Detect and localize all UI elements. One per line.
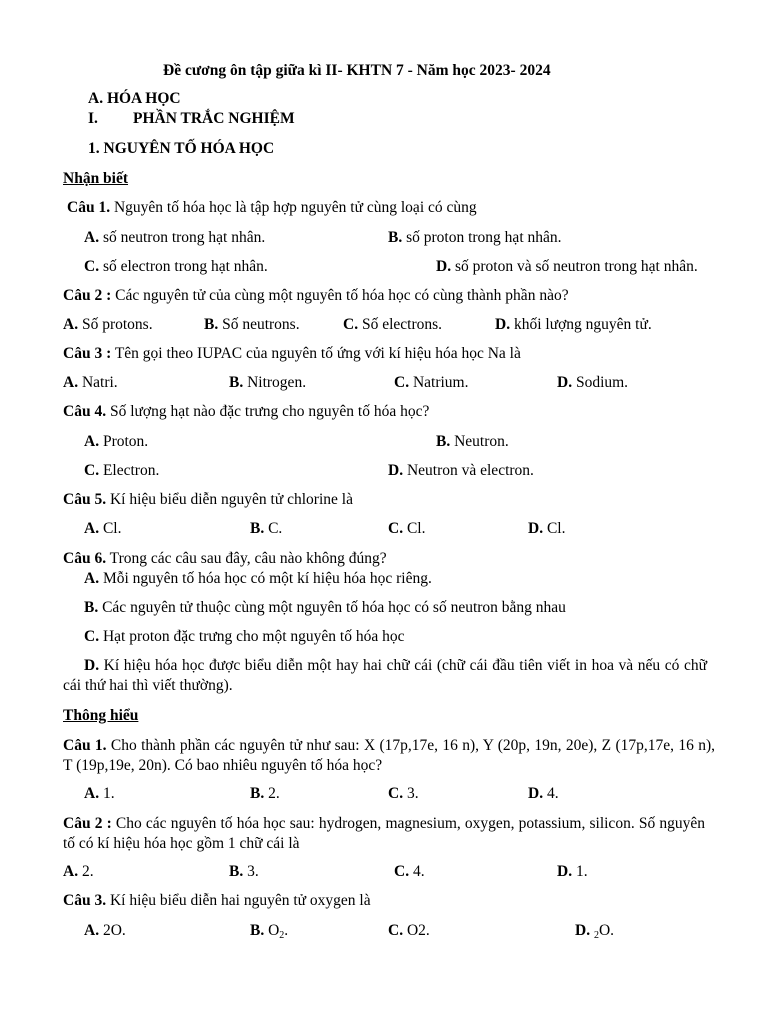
answer-option [343,315,442,335]
part-title: PHẦN TRẮC NGHIỆM [133,110,295,127]
question-label: Câu 4. [63,403,107,420]
option-text: O [264,922,280,939]
option-text: 4. [543,785,559,802]
question-nb-4 [63,402,429,422]
option-letter: B. [388,229,403,246]
option-letter: C. [394,863,410,880]
question-label: Câu 2 : [63,287,112,304]
option-letter: A. [84,785,100,802]
option-letter: C. [394,374,410,391]
answer-option [204,315,300,335]
option-text: Nitrogen. [243,374,307,391]
answer-option [84,921,126,941]
question-text: Số lượng hạt nào đặc trưng cho nguyên tố hóa học? [106,403,430,420]
answer-option [84,784,115,804]
option-letter: C. [343,316,359,333]
option-letter: B. [204,316,219,333]
question-label: Câu 1. [63,737,107,754]
option-letter: C. [388,520,404,537]
answer-option [63,315,153,335]
option-text: O2. [403,922,430,939]
answer-option [63,656,707,696]
option-text: Số protons. [78,316,153,333]
question-text: Cho các nguyên tố hóa học sau: hydrogen, magnesium, oxygen, potassium, silicon. Số nguyên tố có kí hiệu hóa học gồm 1 chữ cái là [63,815,705,852]
question-nb-1 [67,198,477,218]
option-text: 2. [264,785,280,802]
option-text: số proton trong hạt nhân. [402,229,562,246]
level-heading-comprehension: Thông hiểu [63,707,139,724]
option-letter: D. [528,785,544,802]
question-text: Tên gọi theo IUPAC của nguyên tố ứng với kí hiệu hóa học Na là [111,345,521,362]
option-text: số neutron trong hạt nhân. [99,229,266,246]
option-text-end: O. [598,922,615,939]
part-number: I. [88,110,98,127]
option-text: Mỗi nguyên tố hóa học có một kí hiệu hóa học riêng. [99,570,432,587]
answer-option [495,315,652,335]
answer-option [528,784,559,804]
option-letter: B. [250,520,265,537]
option-letter: A. [84,433,100,450]
option-text: Proton. [99,433,149,450]
question-th-1 [63,736,715,776]
option-text: Cl. [99,520,122,537]
option-text: Natri. [78,374,118,391]
answer-option [557,373,628,393]
question-label: Câu 1. [67,199,111,216]
question-text: Kí hiệu biểu diễn hai nguyên tử oxygen là [106,892,371,909]
answer-option [388,228,562,248]
answer-option [436,257,698,277]
option-letter: A. [63,316,79,333]
question-label: Câu 6. [63,550,107,567]
question-nb-6 [63,549,387,569]
option-letter: D. [557,374,573,391]
option-letter: A. [84,229,100,246]
option-letter: A. [63,863,79,880]
option-letter: C. [388,922,404,939]
answer-option [84,228,265,248]
option-text: Cl. [403,520,426,537]
option-letter: C. [388,785,404,802]
topic-heading: 1. NGUYÊN TỐ HÓA HỌC [88,140,275,157]
option-text-end: . [284,922,289,939]
option-text: 2. [78,863,94,880]
option-text: Neutron và electron. [403,462,534,479]
subscript: 2 [593,930,599,941]
question-label: Câu 2 : [63,815,112,832]
subscript: 2 [279,930,285,941]
option-text: 1. [99,785,115,802]
answer-option [229,862,259,882]
question-nb-3 [63,344,521,364]
option-text: Sodium. [572,374,629,391]
option-letter: B. [250,922,265,939]
section-heading-chemistry: A. HÓA HỌC [88,90,181,107]
answer-option [394,373,468,393]
answer-option [388,784,419,804]
option-text: Cl. [543,520,566,537]
option-text: số proton và số neutron trong hạt nhân. [451,258,698,275]
answer-option [250,519,282,539]
answer-option [84,627,405,647]
answer-option [63,862,94,882]
answer-option [388,519,425,539]
question-text: Các nguyên tử của cùng một nguyên tố hóa học có cùng thành phần nào? [111,287,569,304]
option-letter: B. [84,599,99,616]
option-text: 2O. [99,922,126,939]
option-letter: C. [84,462,100,479]
option-letter: D. [84,657,100,674]
answer-option [84,461,159,481]
question-nb-2 [63,286,569,306]
answer-option [388,921,430,941]
option-text: 1. [572,863,588,880]
option-letter: D. [557,863,573,880]
question-nb-5 [63,490,353,510]
answer-option [436,432,509,452]
answer-option [394,862,425,882]
answer-option [63,373,118,393]
option-text: Số electrons. [358,316,443,333]
answer-option [84,432,148,452]
option-letter: C. [84,628,100,645]
question-th-2 [63,814,705,854]
option-text: 3. [403,785,419,802]
answer-option [575,921,614,941]
answer-option [557,862,588,882]
answer-option [84,519,121,539]
answer-option [250,784,280,804]
option-letter: A. [63,374,79,391]
option-text: Natrium. [409,374,469,391]
option-text: 4. [409,863,425,880]
option-letter: C. [84,258,100,275]
option-text: số electron trong hạt nhân. [99,258,268,275]
option-letter: B. [229,374,244,391]
option-text: 3. [243,863,259,880]
option-letter: D. [436,258,452,275]
answer-option [84,257,268,277]
option-letter: A. [84,520,100,537]
option-text: Số neutrons. [218,316,300,333]
question-label: Câu 5. [63,491,107,508]
option-letter: B. [250,785,265,802]
level-heading-recognition: Nhận biết [63,170,129,187]
option-letter: D. [528,520,544,537]
answer-option [84,598,566,618]
option-text: C. [264,520,283,537]
option-letter: D. [388,462,404,479]
option-letter: D. [495,316,511,333]
question-text: Cho thành phần các nguyên tử như sau: X (17p,17e, 16 n), Y (20p, 19n, 20e), Z (17p,17e, 16 n), T (19p,19e, 20n). Có bao nhiêu nguyên tố hóa học? [63,737,715,774]
option-letter: B. [436,433,451,450]
option-letter: A. [84,922,100,939]
question-text: Kí hiệu biểu diễn nguyên tử chlorine là [106,491,353,508]
option-letter: D. [575,922,591,939]
option-text: Hạt proton đặc trưng cho một nguyên tố hóa học [99,628,405,645]
answer-option [229,373,306,393]
question-text: Nguyên tố hóa học là tập hợp nguyên tử cùng loại có cùng [110,199,477,216]
option-text: Electron. [99,462,160,479]
question-label: Câu 3 : [63,345,112,362]
option-letter: B. [229,863,244,880]
option-text: Neutron. [450,433,509,450]
option-text: Kí hiệu hóa học được biểu diễn một hay hai chữ cái (chữ cái đầu tiên viết in hoa và nếu có chữ cái thứ hai thì viết thường). [63,657,707,694]
option-text: Các nguyên tử thuộc cùng một nguyên tố hóa học có số neutron bằng nhau [98,599,566,616]
document-title: Đề cương ôn tập giữa kì II- KHTN 7 - Năm học 2023- 2024 [163,62,551,79]
answer-option [84,569,432,589]
question-th-3 [63,891,371,911]
question-text: Trong các câu sau đây, câu nào không đúng? [106,550,387,567]
answer-option [250,921,288,941]
option-text: khối lượng nguyên tử. [510,316,652,333]
answer-option [528,519,565,539]
option-letter: A. [84,570,100,587]
question-label: Câu 3. [63,892,107,909]
answer-option [388,461,534,481]
